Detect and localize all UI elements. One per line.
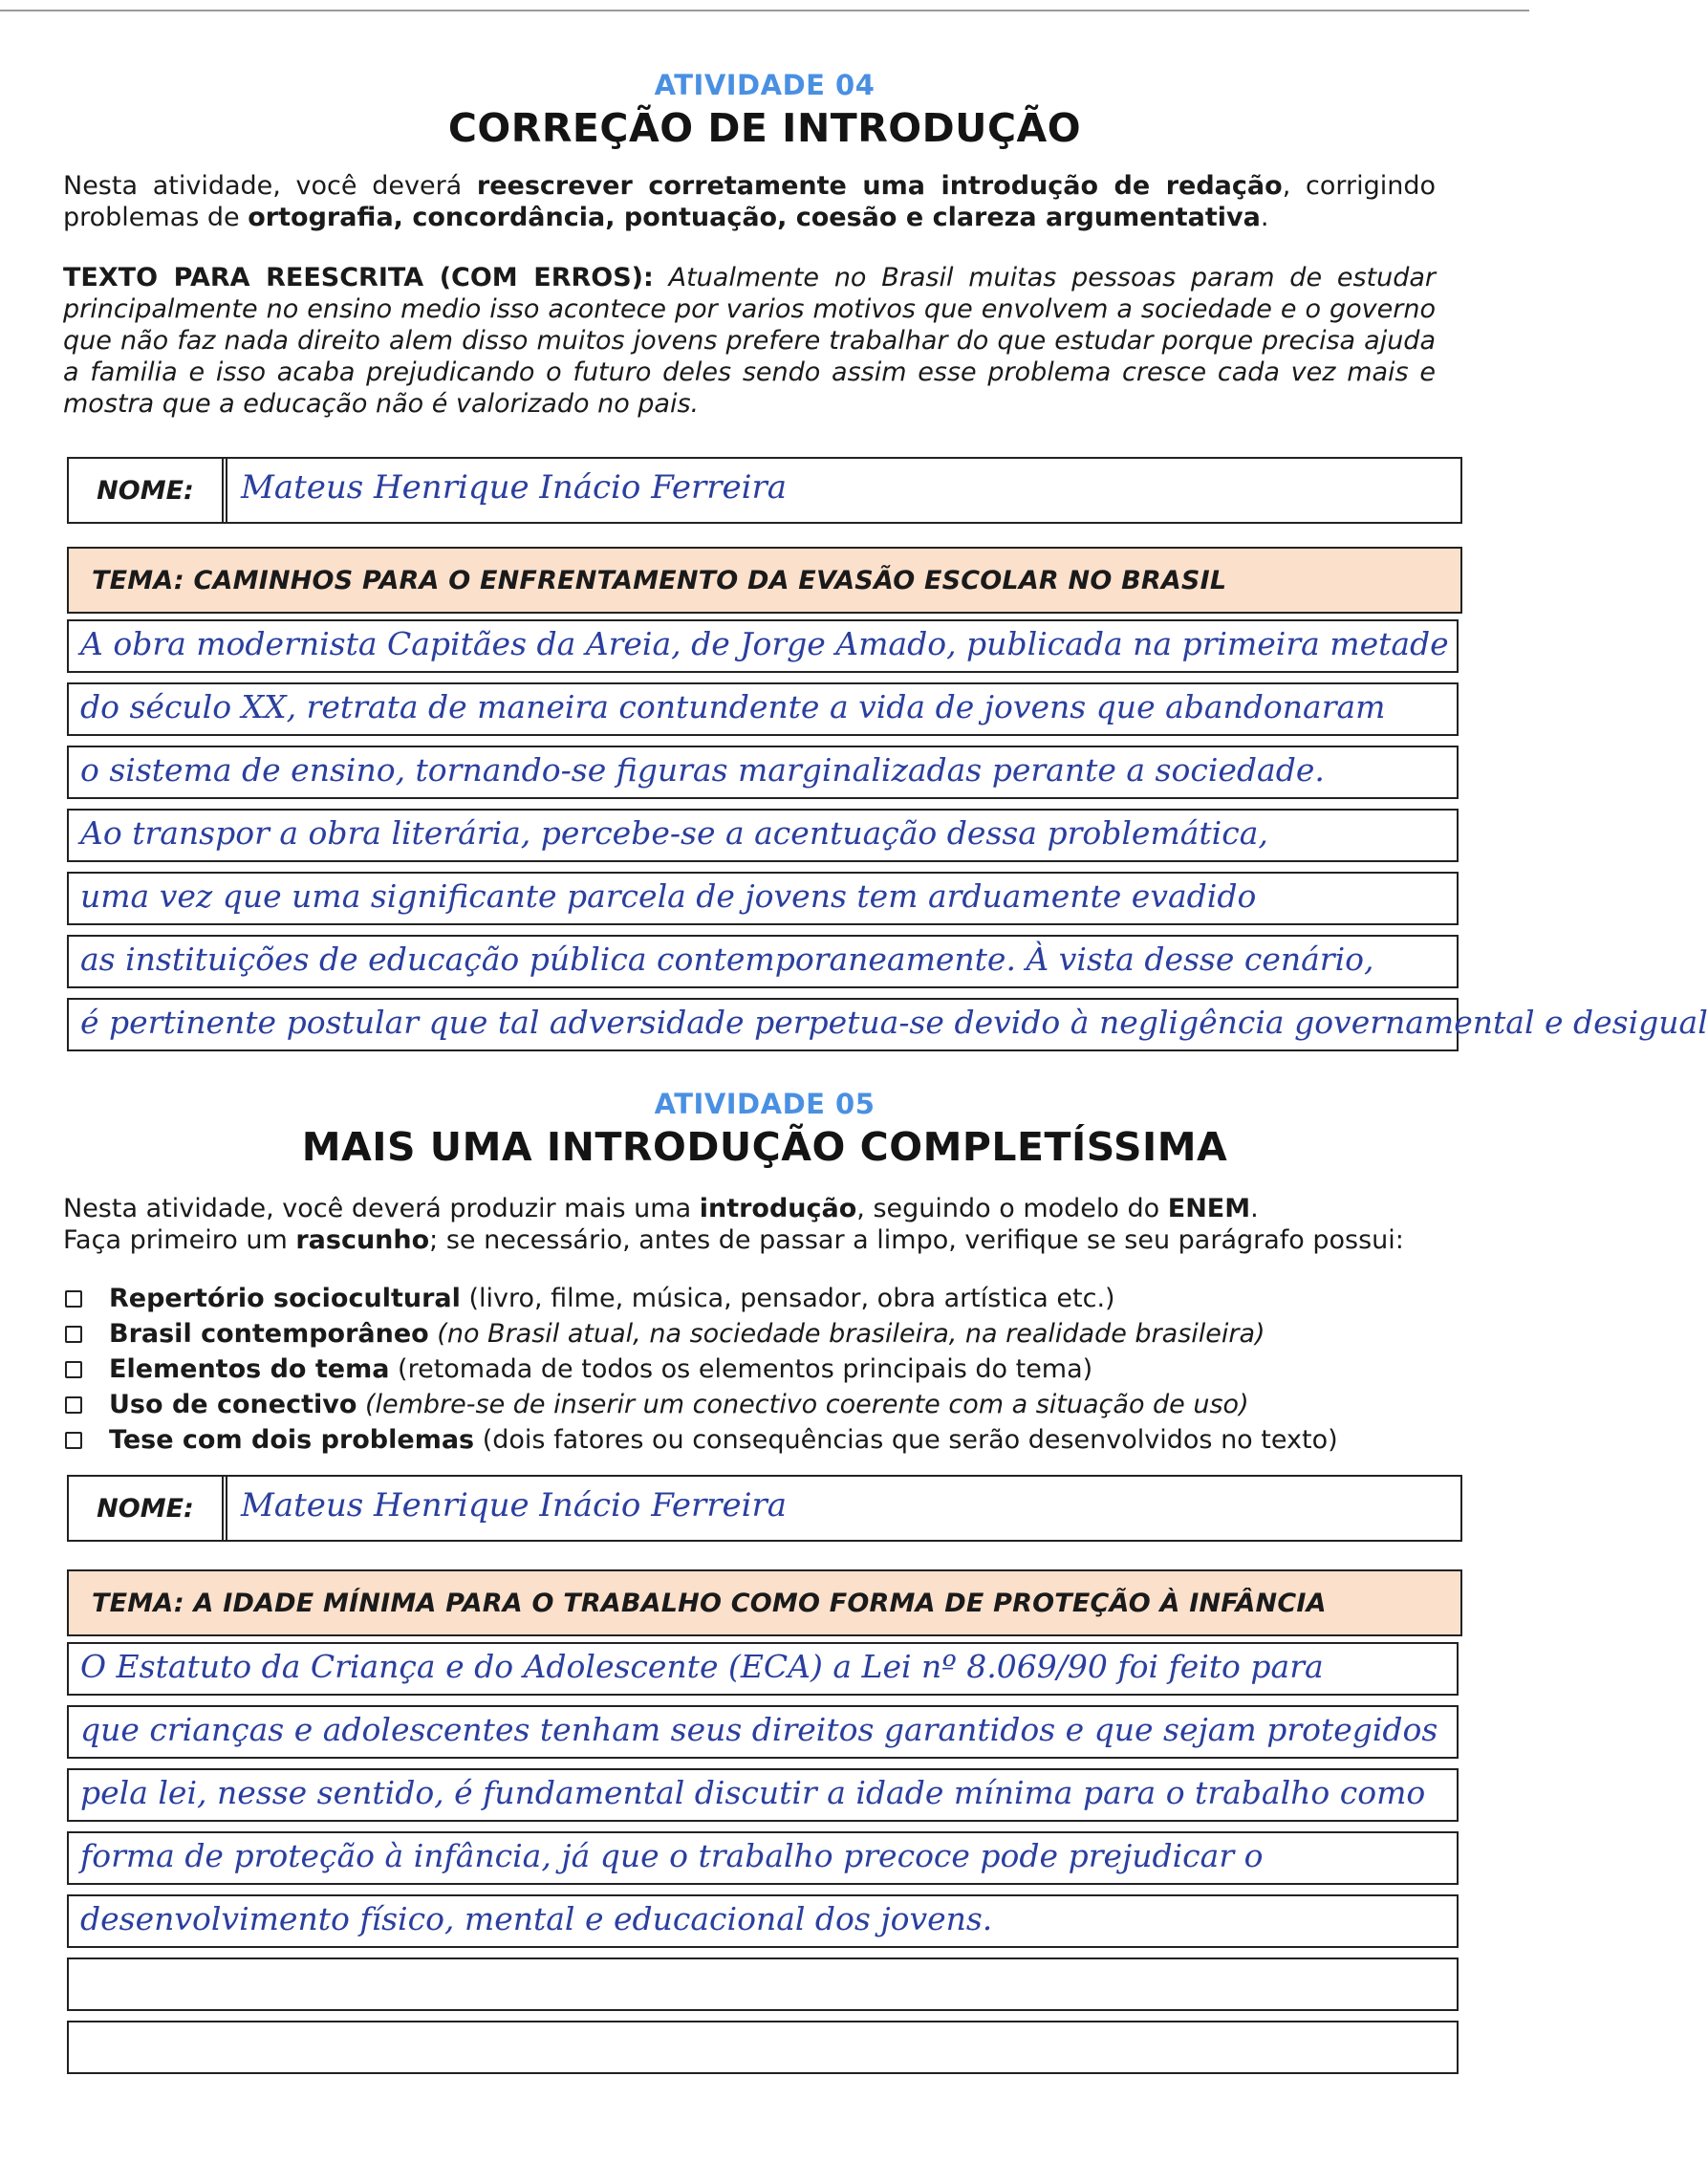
instruction-emphasis: reescrever corretamente uma introdução de redação	[476, 171, 1283, 201]
writing-line[interactable]	[67, 1894, 1459, 1948]
activity4-instructions	[63, 170, 1436, 233]
instruction-text: , corrigindo problemas de	[63, 171, 1436, 232]
activity5-name-field[interactable]	[67, 1475, 1462, 1542]
activity4-tema-banner	[67, 547, 1462, 614]
instruction-text: Nesta atividade, você deverá	[63, 171, 477, 201]
handwritten-text: desenvolvimento físico, mental e educacional dos jovens.	[80, 1900, 993, 1937]
checklist-item-title: Elementos do tema	[109, 1354, 390, 1384]
handwritten-text: O Estatuto da Criança e do Adolescente (ECA) a Lei nº 8.069/90 foi feito para	[80, 1648, 1324, 1685]
activity5-tema-banner	[67, 1569, 1462, 1636]
page-top-rule	[0, 10, 1529, 11]
checkbox-icon[interactable]	[65, 1432, 82, 1449]
checklist-item-description: (no Brasil atual, na sociedade brasileira, na realidade brasileira)	[428, 1319, 1265, 1349]
writing-line[interactable]	[67, 682, 1459, 736]
checklist-item-description: (retomada de todos os elementos principais do tema)	[389, 1354, 1093, 1384]
checkbox-icon[interactable]	[65, 1290, 82, 1308]
checklist-item	[63, 1387, 1468, 1422]
instruction-emphasis: ortografia, concordância, pontuação, coesão e clareza argumentativa	[248, 203, 1261, 232]
handwritten-text: Ao transpor a obra literária, percebe-se a acentuação dessa problemática,	[80, 814, 1268, 852]
checklist-item-title: Uso de conectivo	[109, 1390, 357, 1419]
activity5-checklist	[63, 1281, 1468, 1458]
activity4-name-field[interactable]	[67, 457, 1462, 524]
name-label-divider	[222, 1477, 227, 1540]
writing-line[interactable]	[67, 619, 1459, 673]
writing-line[interactable]	[67, 998, 1708, 1051]
handwritten-text: forma de proteção à infância, já que o trabalho precoce pode prejudicar o	[80, 1837, 1264, 1874]
name-label: NOME:	[69, 459, 224, 522]
name-label: NOME:	[69, 1477, 224, 1540]
instruction-emphasis: introdução	[699, 1194, 857, 1223]
writing-line[interactable]	[67, 1768, 1459, 1822]
checklist-item-description: (dois fatores ou consequências que serão desenvolvidos no texto)	[474, 1425, 1338, 1455]
instruction-text: .	[1260, 203, 1269, 232]
handwritten-text: que crianças e adolescentes tenham seus direitos garantidos e que sejam protegidos	[80, 1711, 1438, 1748]
checklist-item	[63, 1281, 1468, 1316]
rewrite-text: Atualmente no Brasil muitas pessoas param de estudar principalmente no ensino medio isso acontece por varios motivos que envolvem a sociedade e o governo que não faz nada direito alem disso muitos jovens prefere trabalhar do que estudar porque precisa ajuda a familia e isso acaba prejudicando o futuro deles sendo assim esse problema cresce cada vez mais e mostra que a educação não é valorizado no pais.	[63, 263, 1436, 419]
name-label-divider	[222, 459, 227, 522]
handwritten-text: as instituições de educação pública contemporaneamente. À vista desse cenário,	[80, 941, 1374, 978]
activity4-label: ATIVIDADE 04	[654, 69, 876, 101]
handwritten-text: do século XX, retrata de maneira contundente a vida de jovens que abandonaram	[80, 688, 1386, 725]
writing-line[interactable]	[67, 1958, 1459, 2011]
handwritten-text: o sistema de ensino, tornando-se figuras marginalizadas perante a sociedade.	[80, 751, 1325, 789]
activity4-title: CORREÇÃO DE INTRODUÇÃO	[447, 105, 1082, 151]
checklist-item	[63, 1352, 1468, 1387]
activity4-rewrite-paragraph	[63, 262, 1436, 420]
checklist-item-title: Repertório sociocultural	[109, 1284, 461, 1313]
writing-line[interactable]	[67, 1705, 1459, 1759]
handwritten-text: é pertinente postular que tal adversidade perpetua-se devido à negligência governamental e desigual	[80, 1004, 1708, 1041]
checkbox-icon[interactable]	[65, 1326, 82, 1343]
checklist-item-title: Brasil contemporâneo	[109, 1319, 429, 1349]
instruction-text: , seguindo o modelo do	[856, 1194, 1168, 1223]
checklist-item	[63, 1316, 1468, 1352]
activity5-instructions-line1	[63, 1193, 1436, 1224]
checklist-item-title: Tese com dois problemas	[109, 1425, 475, 1455]
instruction-emphasis: ENEM	[1167, 1194, 1251, 1223]
writing-line[interactable]	[67, 2021, 1459, 2074]
writing-line[interactable]	[67, 809, 1459, 862]
writing-line[interactable]	[67, 872, 1459, 925]
tema-text: TEMA: A IDADE MÍNIMA PARA O TRABALHO COMO FORMA DE PROTEÇÃO À INFÂNCIA	[92, 1588, 1327, 1618]
handwritten-text: A obra modernista Capitães da Areia, de Jorge Amado, publicada na primeira metade	[80, 625, 1449, 662]
name-handwriting: Mateus Henrique Inácio Ferreira	[241, 1486, 788, 1525]
activity5-label: ATIVIDADE 05	[654, 1088, 876, 1120]
instruction-text: Nesta atividade, você deverá produzir mais uma	[63, 1194, 700, 1223]
name-handwriting: Mateus Henrique Inácio Ferreira	[241, 468, 788, 507]
writing-line[interactable]	[67, 1831, 1459, 1885]
instruction-emphasis: rascunho	[295, 1225, 430, 1255]
instruction-text: ; se necessário, antes de passar a limpo, verifique se seu parágrafo possui:	[429, 1225, 1404, 1255]
handwritten-text: uma vez que uma significante parcela de jovens tem arduamente evadido	[80, 877, 1257, 915]
rewrite-label: TEXTO PARA REESCRITA (COM ERROS):	[63, 263, 654, 292]
writing-line[interactable]	[67, 1642, 1459, 1696]
instruction-text: Faça primeiro um	[63, 1225, 296, 1255]
activity5-title: MAIS UMA INTRODUÇÃO COMPLETÍSSIMA	[301, 1124, 1228, 1170]
tema-text: TEMA: CAMINHOS PARA O ENFRENTAMENTO DA EVASÃO ESCOLAR NO BRASIL	[92, 565, 1227, 595]
checklist-item-description: (livro, filme, música, pensador, obra artística etc.)	[460, 1284, 1115, 1313]
writing-line[interactable]	[67, 935, 1459, 988]
checkbox-icon[interactable]	[65, 1396, 82, 1414]
writing-line[interactable]	[67, 746, 1459, 799]
checklist-item-description: (lembre-se de inserir um conectivo coerente com a situação de uso)	[357, 1390, 1249, 1419]
instruction-text: .	[1250, 1194, 1259, 1223]
activity5-instructions-line2	[63, 1224, 1436, 1256]
handwritten-text: pela lei, nesse sentido, é fundamental discutir a idade mínima para o trabalho como	[80, 1774, 1426, 1811]
checkbox-icon[interactable]	[65, 1361, 82, 1378]
checklist-item	[63, 1422, 1468, 1458]
